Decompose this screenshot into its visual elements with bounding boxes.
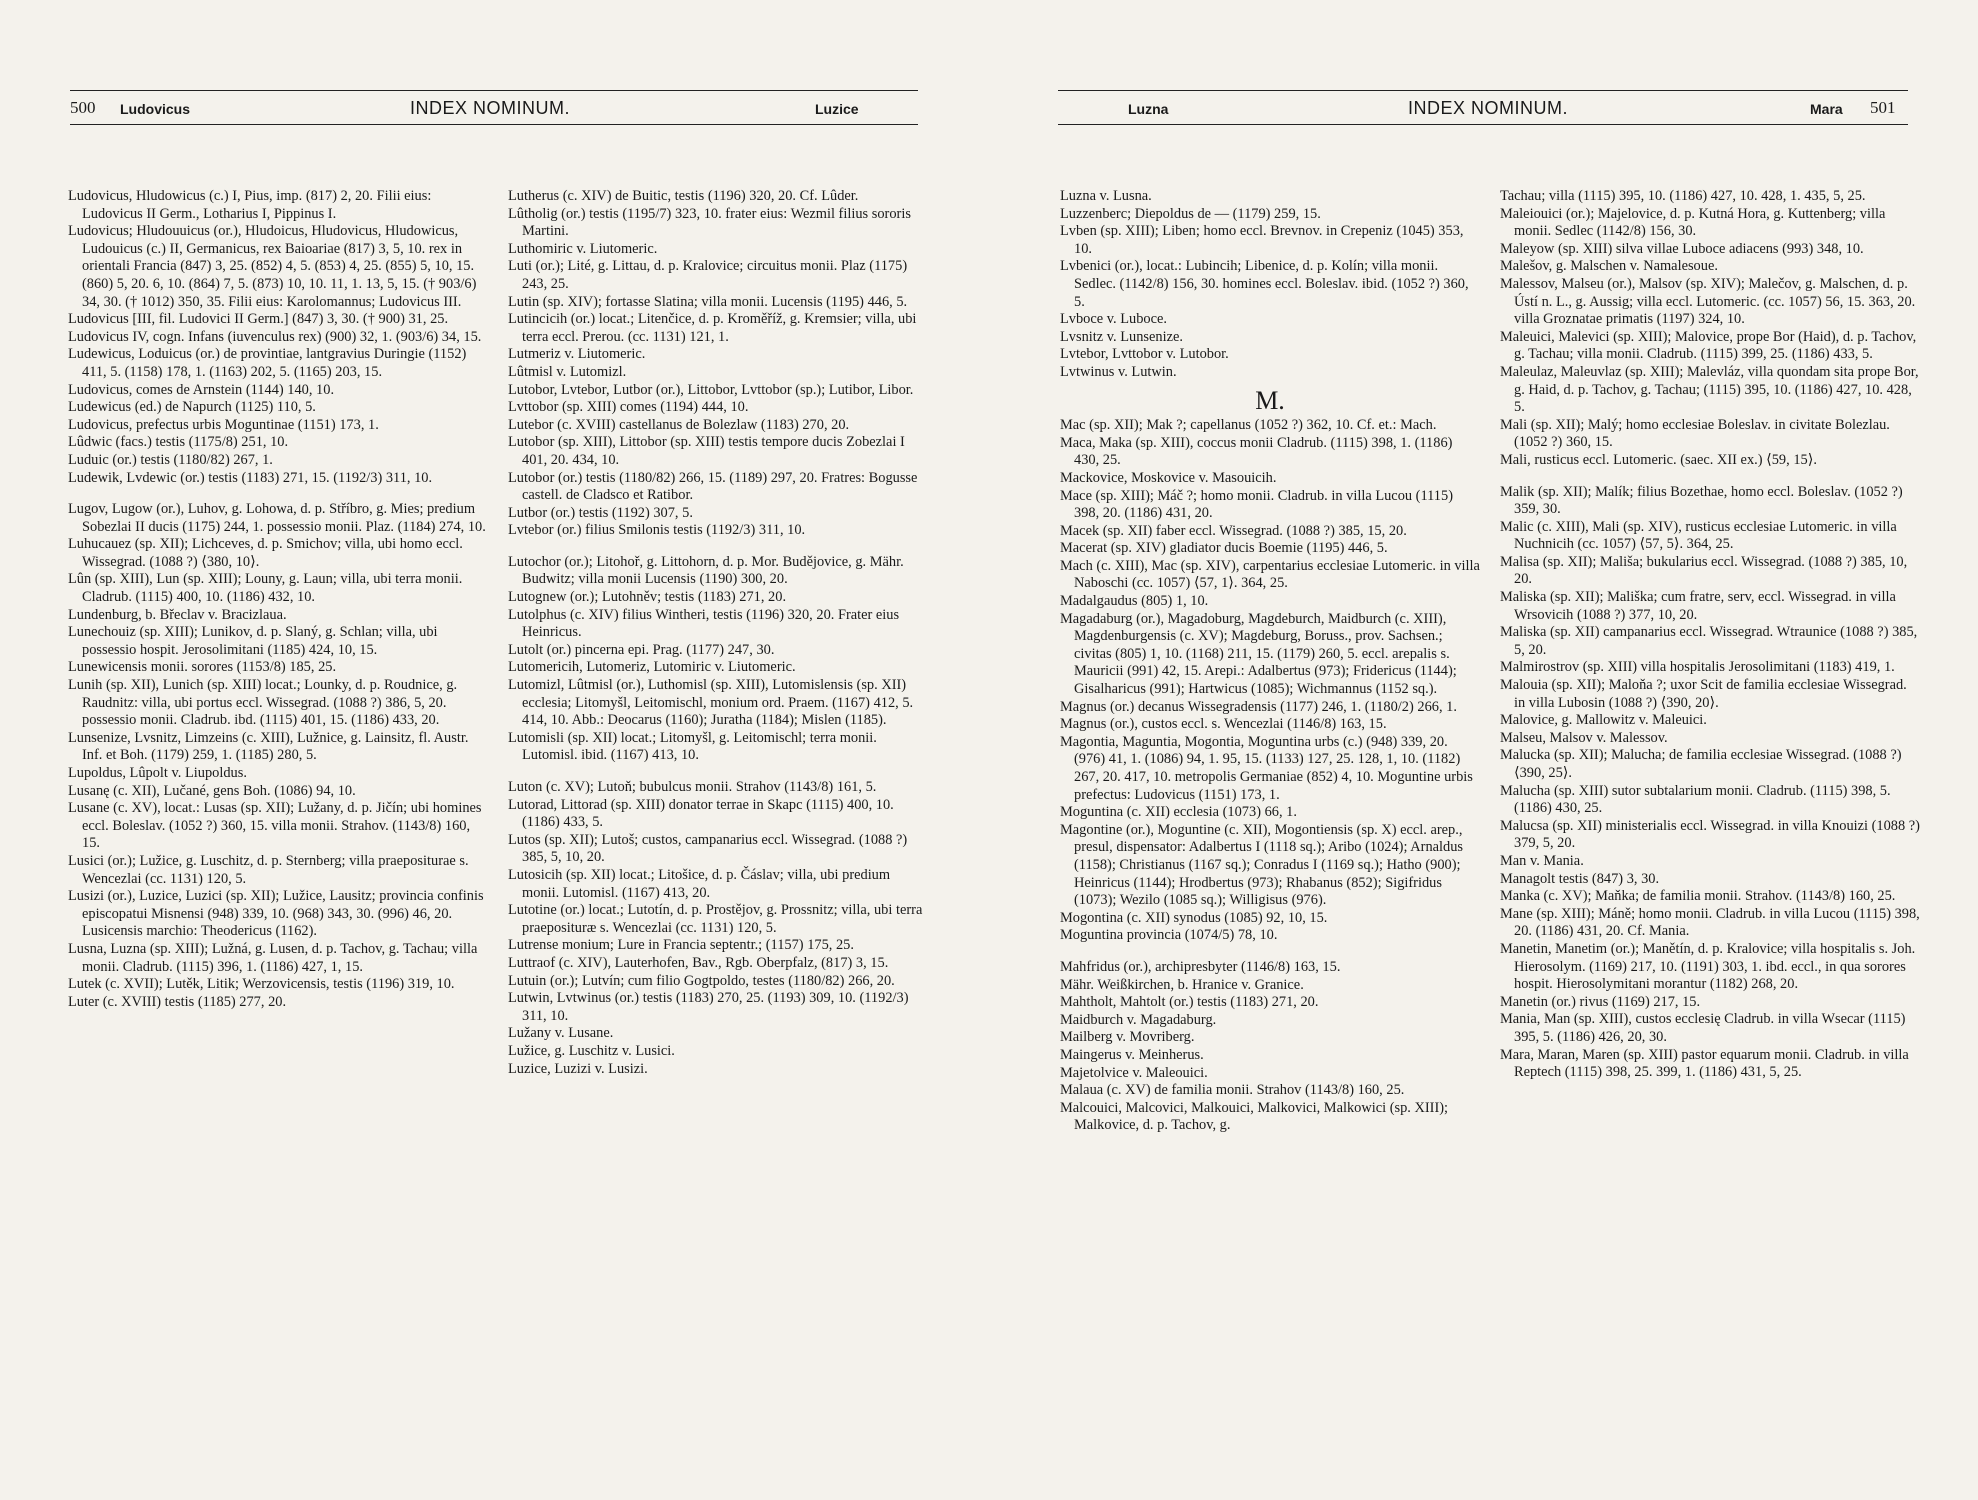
- index-entry: Malik (sp. XII); Malík; filius Bozethae, homo eccl. Boleslav. (1052 ?) 359, 30.: [1500, 483, 1903, 518]
- index-entry: Manka (c. XV); Maňka; de familia monii. Strahov. (1143/8) 160, 25.: [1500, 888, 1896, 905]
- index-entry: Lutomericih, Lutomeriz, Lutomiric v. Liutomeric.: [508, 659, 796, 676]
- index-entry: Magnus (or.), custos eccl. s. Wencezlai (1146/8) 163, 15.: [1060, 716, 1387, 733]
- index-entry: Mahfridus (or.), archipresbyter (1146/8) 163, 15.: [1060, 958, 1341, 975]
- index-entry: Luton (c. XV); Lutoň; bubulcus monii. Strahov (1143/8) 161, 5.: [508, 779, 877, 795]
- index-entry: Luttraof (c. XIV), Lauterhofen, Bav., Rgb. Oberpfalz, (817) 3, 15.: [508, 954, 889, 971]
- index-entry: Malovice, g. Mallowitz v. Maleuici.: [1500, 712, 1707, 729]
- right-page: [1000, 0, 1978, 1500]
- index-entry: Maleulaz, Maleuvlaz (sp. XIII); Malevláz, villa quondam sita prope Bor, g. Haid, d. p. Tachov, g. Tachau; (1115) 395, 10. (1186) 427, 10. 428, 5.: [1500, 363, 1919, 416]
- header-title: INDEX NOMINUM.: [1408, 98, 1568, 118]
- index-entry: Man v. Mania.: [1500, 852, 1584, 869]
- header-rule-top: [70, 90, 918, 91]
- index-entry: Lutincicih (or.) locat.; Litenčice, d. p. Kroměříž, g. Kremsier; villa, ubi terra eccl. Prerou. (cc. 1131) 121, 1.: [508, 311, 917, 345]
- index-entry: Ludovicus, comes de Arnstein (1144) 140, 10.: [68, 381, 335, 398]
- index-entry: Mach (c. XIII), Mac (sp. XIV), carpentarius ecclesiae Lutomeric. in villa Naboschi (cc. 1057) ⟨57, 1⟩. 364, 25.: [1060, 557, 1480, 592]
- index-entry: Luduic (or.) testis (1180/82) 267, 1.: [68, 451, 273, 468]
- left-column-2: [508, 188, 928, 1078]
- header-rule-bottom: [70, 124, 918, 125]
- index-entry: Lutobor, Lvtebor, Lutbor (or.), Littobor, Lvttobor (sp.); Lutibor, Libor.: [508, 381, 914, 398]
- index-entry: Mackovice, Moskovice v. Masouicih.: [1060, 469, 1277, 486]
- index-entry: Lutochor (or.); Litohoř, g. Littohorn, d. p. Mor. Budějovice, g. Mähr. Budwitz; villa monii Lucensis (1190) 300, 20.: [508, 553, 904, 588]
- index-entry: Lutek (c. XVII); Lutěk, Litik; Werzovicensis, testis (1196) 319, 10.: [68, 976, 455, 993]
- index-entry: Malucha (sp. XIII) sutor subtalarium monii. Cladrub. (1115) 398, 5. (1186) 430, 25.: [1500, 782, 1891, 817]
- index-entry: Magnus (or.) decanus Wissegradensis (1177) 246, 1. (1180/2) 266, 1.: [1060, 698, 1457, 715]
- index-entry: Lusanę (c. XII), Lučané, gens Boh. (1086) 94, 10.: [68, 782, 356, 799]
- index-entry: Lutobor (or.) testis (1180/82) 266, 15. (1189) 297, 20. Fratres: Bogusse castell. de Cladsco et Ratibor.: [508, 469, 918, 504]
- page-number: 501: [1870, 98, 1896, 117]
- index-entry: Malešov, g. Malschen v. Namalesoue.: [1500, 258, 1718, 275]
- index-entry: Magontine (or.), Moguntine (c. XII), Mogontiensis (sp. X) eccl. arep., presul, dispensator: Adalbertus I (1118 sq.); Aribo (1024); Arnaldus (1158); Christianus (1167 sq.); Conradus I (1169 sq.); Hatho (900); Heinricus (1144); Hrodbertus (973); Rhabanus (852); Sigifridus (1073); Wezilo (1085 sq.); Willigisus (976).: [1060, 821, 1464, 909]
- header-right-keyword: Luzice: [815, 101, 859, 117]
- header-left-keyword: Luzna: [1128, 101, 1169, 117]
- index-entry: Lutwin, Lvtwinus (or.) testis (1183) 270, 25. (1193) 309, 10. (1192/3) 311, 10.: [508, 990, 909, 1024]
- index-entry: Lvtwinus v. Lutwin.: [1060, 363, 1177, 380]
- index-entry: Majetolvice v. Maleouici.: [1060, 1064, 1208, 1081]
- index-entry: Mane (sp. XIII); Máně; homo monii. Cladrub. in villa Lucou (1115) 398, 20. (1186) 431, 20. Cf. Mania.: [1500, 905, 1920, 940]
- index-entry: Luter (c. XVIII) testis (1185) 277, 20.: [68, 993, 287, 1010]
- header-title: INDEX NOMINUM.: [410, 98, 570, 118]
- index-entry: Maleuici, Malevici (sp. XIII); Malovice, prope Bor (Haid), d. p. Tachov, g. Tachau; villa monii. Cladrub. (1115) 399, 25. (1186) 433, 5.: [1500, 328, 1917, 363]
- index-entry: Luzzenberc; Diepoldus de — (1179) 259, 15.: [1060, 205, 1321, 222]
- index-entry: Mali (sp. XII); Malý; homo ecclesiae Boleslav. in civitate Bolezlau. (1052 ?) 360, 15.: [1500, 416, 1890, 451]
- index-entry: Maleiouici (or.); Majelovice, d. p. Kutná Hora, g. Kuttenberg; villa monii. Sedlec (1142/8) 156, 30.: [1500, 205, 1886, 240]
- index-entry: Lutolphus (c. XIV) filius Wintheri, testis (1196) 320, 20. Frater eius Heinricus.: [508, 606, 900, 641]
- index-entry: Lupoldus, Lûpolt v. Liupoldus.: [68, 765, 247, 781]
- right-page-header: [1058, 98, 1908, 122]
- index-entry: Lutuin (or.); Lutvín; cum filio Gogtpoldo, testes (1180/82) 266, 20.: [508, 972, 895, 989]
- index-entry: Lûtholig (or.) testis (1195/7) 323, 10. frater eius: Wezmil filius sororis Martini.: [508, 205, 911, 240]
- index-entry: Malouia (sp. XII); Maloňa ?; uxor Scit de familia ecclesiae Wissegrad. in villa Lubosin (1088 ?) ⟨390, 20⟩.: [1500, 677, 1907, 711]
- index-entry: Ludovicus [III, fil. Ludovici II Germ.] (847) 3, 30. († 900) 31, 25.: [68, 311, 449, 328]
- header-rule-bottom: [1058, 124, 1908, 125]
- index-entry: Lutherus (c. XIV) de Buitic, testis (1196) 320, 20. Cf. Lûder.: [508, 188, 859, 204]
- index-entry: Luzice, Luzizi v. Lusizi.: [508, 1060, 648, 1077]
- index-entry: Mailberg v. Movriberg.: [1060, 1029, 1195, 1046]
- index-entry: Maleyow (sp. XIII) silva villae Luboce adiacens (993) 348, 10.: [1500, 240, 1864, 257]
- index-entry: Lvboce v. Luboce.: [1060, 311, 1167, 328]
- left-page-header: [70, 98, 918, 122]
- header-rule-top: [1058, 90, 1908, 91]
- index-entry: Ludewicus, Loduicus (or.) de provintiae, lantgravius Duringie (1152) 411, 5. (1158) 178, 1. (1163) 202, 5. (1165) 203, 15.: [68, 346, 467, 380]
- index-entry: Lusna, Luzna (sp. XIII); Lužná, g. Lusen, d. p. Tachov, g. Tachau; villa monii. Cladrub. (1115) 396, 1. (1186) 427, 1, 15.: [68, 940, 478, 975]
- index-entry: Lutin (sp. XIV); fortasse Slatina; villa monii. Lucensis (1195) 446, 5.: [508, 293, 908, 310]
- header-right-keyword: Mara: [1810, 101, 1843, 117]
- index-entry: Lvtebor, Lvttobor v. Lutobor.: [1060, 346, 1229, 363]
- index-entry: Manetin, Manetim (or.); Manětín, d. p. Kralovice; villa hospitalis s. Joh. Hierosolym. (1169) 217, 10. (1191) 303, 1. ibd. eccl., in qua sorores hospit. Hierosolymitani morantur (1182) 268, 20.: [1500, 940, 1916, 993]
- index-entry: Lužany v. Lusane.: [508, 1025, 614, 1042]
- page-number: 500: [70, 98, 96, 117]
- index-entry: Maliska (sp. XII) campanarius eccl. Wissegrad. Wtraunice (1088 ?) 385, 5, 20.: [1500, 624, 1918, 658]
- index-entry: Lutrense monium; Lure in Francia septentr.; (1157) 175, 25.: [508, 937, 854, 954]
- index-entry: Lundenburg, b. Břeclav v. Bracizlaua.: [68, 606, 287, 623]
- index-entry: Madalgaudus (805) 1, 10.: [1060, 593, 1209, 610]
- index-entry: Mogontina (c. XII) synodus (1085) 92, 10, 15.: [1060, 909, 1328, 926]
- index-entry: Lunewicensis monii. sorores (1153/8) 185, 25.: [68, 659, 337, 676]
- index-entry: Ludovicus IV, cogn. Infans (iuvenculus rex) (900) 32, 1. (903/6) 34, 15.: [68, 328, 482, 345]
- right-column-1: [1060, 188, 1480, 1135]
- index-entry: Lvtebor (or.) filius Smilonis testis (1192/3) 311, 10.: [508, 522, 806, 539]
- index-entry: Lutos (sp. XII); Lutoš; custos, campanarius eccl. Wissegrad. (1088 ?) 385, 5, 10, 20.: [508, 831, 908, 866]
- index-entry: Ludewicus (ed.) de Napurch (1125) 110, 5.: [68, 399, 316, 416]
- index-entry: Maca, Maka (sp. XIII), coccus monii Cladrub. (1115) 398, 1. (1186) 430, 25.: [1060, 434, 1453, 469]
- index-entry: Lutosicih (sp. XII) locat.; Litošice, d. p. Čáslav; villa, ubi predium monii. Lutomisl. (1167) 413, 20.: [508, 866, 891, 901]
- index-entry: Lusane (c. XV), locat.: Lusas (sp. XII); Lužany, d. p. Jičín; ubi homines eccl. Boleslav. (1052 ?) 360, 15. villa monii. Strahov. (1143/8) 160, 15.: [68, 800, 482, 852]
- left-page: [0, 0, 980, 1500]
- index-entry: Lutognew (or.); Lutohněv; testis (1183) 271, 20.: [508, 589, 787, 606]
- index-entry: Lûdwic (facs.) testis (1175/8) 251, 10.: [68, 434, 289, 451]
- index-entry: Lûtmisl v. Lutomizl.: [508, 363, 627, 380]
- index-entry: Manetin (or.) rivus (1169) 217, 15.: [1500, 993, 1701, 1010]
- index-entry: Malcouici, Malcovici, Malkouici, Malkovici, Malkowici (sp. XIII); Malkovice, d. p. Tachov, g.: [1060, 1099, 1449, 1134]
- index-entry: Malmirostrov (sp. XIII) villa hospitalis Jerosolimitani (1183) 419, 1.: [1500, 659, 1895, 676]
- index-entry: Lusici (or.); Lužice, g. Luschitz, d. p. Sternberg; villa praepositurae s. Wencezlai (cc. 1131) 120, 5.: [68, 852, 469, 887]
- index-entry: Moguntina (c. XII) ecclesia (1073) 66, 1.: [1060, 804, 1297, 821]
- index-entry: Ludovicus, prefectus urbis Moguntinae (1151) 173, 1.: [68, 416, 379, 433]
- index-entry: Lugov, Lugow (or.), Luhov, g. Lohowa, d. p. Stříbro, g. Mies; predium Sobezlai II ducis (1175) 244, 1. possessio monii. Plaz. (1184) 274, 10.: [68, 501, 486, 535]
- index-entry: Malucka (sp. XII); Malucha; de familia ecclesiae Wissegrad. (1088 ?) ⟨390, 25⟩.: [1500, 747, 1902, 781]
- index-entry: Maliska (sp. XII); Mališka; cum fratre, serv, eccl. Wissegrad. in villa Wrsovicih (1088 ?) 377, 10, 20.: [1500, 589, 1896, 623]
- index-entry: Lužice, g. Luschitz v. Lusici.: [508, 1042, 675, 1059]
- index-entry: Mahtholt, Mahtolt (or.) testis (1183) 271, 20.: [1060, 994, 1319, 1011]
- right-column-2: [1500, 188, 1920, 1082]
- index-entry: Malic (c. XIII), Mali (sp. XIV), rusticus ecclesiae Lutomeric. in villa Nuchnicih (cc. 1057) ⟨57, 5⟩. 364, 25.: [1500, 518, 1897, 553]
- index-entry: Luthomiric v. Liutomeric.: [508, 240, 658, 257]
- index-entry: Lutorad, Littorad (sp. XIII) donator terrae in Skapc (1115) 400, 10. (1186) 433, 5.: [508, 796, 894, 831]
- index-entry: Luzna v. Lusna.: [1060, 188, 1152, 204]
- index-entry: Luhucauez (sp. XII); Lichceves, d. p. Smichov; villa, ubi homo eccl. Wissegrad. (1088 ?) ⟨380, 10⟩.: [68, 536, 463, 570]
- left-column-1: [68, 188, 488, 1011]
- section-letter: M.: [1255, 385, 1285, 415]
- index-entry: Mac (sp. XII); Mak ?; capellanus (1052 ?) 362, 10. Cf. et.: Mach.: [1060, 417, 1437, 434]
- index-entry: Lvttobor (sp. XIII) comes (1194) 444, 10.: [508, 399, 749, 416]
- index-entry: Ludovicus; Hludouuicus (or.), Hludoicus, Hludovicus, Hludowicus, Ludouicus (c.) II, Germanicus, rex Baioariae (817) 3, 5, 10. rex in orientali Francia (847) 3, 25. (852) 4, 5. (853) 4, 25. (855) 5, 10, 15. (860) 5, 20. 6, 10. (864) 7, 5. (873) 10, 10. 11, 1. 13, 5, 15. († 903/6) 34, 30. († 1012) 350, 35. Filii eius: Karolomannus; Ludovicus III.: [68, 223, 477, 310]
- index-entry: Magontia, Maguntia, Mogontia, Moguntina urbs (c.) (948) 339, 20. (976) 41, 1. (1086) 94, 1. 95, 15. (1133) 127, 25. 128, 1, 10. (1182) 267, 20. 417, 10. metropolis Germaniae (852) 4, 10. Moguntine urbis prefectus: Ludovicus (1151) 173, 1.: [1060, 733, 1473, 803]
- index-entry: Lutomizl, Lûtmisl (or.), Luthomisl (sp. XIII), Lutomislensis (sp. XII) ecclesia; Litomyšl, Leitomischl, monium ord. Praem. (1167) 412, 5. 414, 10. Abb.: Deocarus (1160); Juratha (1184); Mislen (1185).: [508, 677, 914, 729]
- index-entry: Lutotine (or.) locat.; Lutotín, d. p. Prostějov, g. Prossnitz; villa, ubi terra praeposituræ s. Wencezlai (cc. 1131) 120, 5.: [508, 902, 923, 936]
- index-entry: Mali, rusticus eccl. Lutomeric. (saec. XII ex.) ⟨59, 15⟩.: [1500, 451, 1817, 468]
- index-entry: Ludovicus, Hludowicus (c.) I, Pius, imp. (817) 2, 20. Filii eius: Ludovicus II Germ., Lotharius I, Pippinus I.: [68, 188, 432, 222]
- index-entry: Maidburch v. Magadaburg.: [1060, 1011, 1217, 1028]
- index-entry: Lvbenici (or.), locat.: Lubincih; Libenice, d. p. Kolín; villa monii. Sedlec. (1142/8) 156, 30. homines eccl. Boleslav. ibid. (1052 ?) 360, 5.: [1060, 258, 1469, 310]
- index-entry: Mara, Maran, Maren (sp. XIII) pastor equarum monii. Cladrub. in villa Reptech (1115) 398, 25. 399, 1. (1186) 431, 5, 25.: [1500, 1046, 1909, 1081]
- index-entry: Lvben (sp. XIII); Liben; homo eccl. Brevnov. in Crepeniz (1045) 353, 10.: [1060, 223, 1464, 257]
- index-entry: Malucsa (sp. XII) ministerialis eccl. Wissegrad. in villa Knouizi (1088 ?) 379, 5, 20.: [1500, 817, 1920, 852]
- index-entry: Mace (sp. XIII); Máč ?; homo monii. Cladrub. in villa Lucou (1115) 398, 20. (1186) 431, 20.: [1060, 487, 1453, 522]
- index-entry: Mania, Man (sp. XIII), custos ecclesię Cladrub. in villa Wsecar (1115) 395, 5. (1186) 426, 20, 30.: [1500, 1011, 1906, 1045]
- index-entry: Lvsnitz v. Lunsenize.: [1060, 328, 1183, 345]
- index-entry: Malaua (c. XV) de familia monii. Strahov (1143/8) 160, 25.: [1060, 1082, 1405, 1099]
- index-entry: Lutolt (or.) pincerna epi. Prag. (1177) 247, 30.: [508, 641, 775, 658]
- index-entry: Managolt testis (847) 3, 30.: [1500, 870, 1660, 887]
- index-entry: Lutobor (sp. XIII), Littobor (sp. XIII) testis tempore ducis Zobezlai I 401, 20. 434, 10.: [508, 434, 905, 468]
- index-entry: Malisa (sp. XII); Mališa; bukularius eccl. Wissegrad. (1088 ?) 385, 10, 20.: [1500, 553, 1908, 588]
- index-entry: Lunechouiz (sp. XIII); Lunikov, d. p. Slaný, g. Schlan; villa, ubi possessio hospit. Jerosolimitani (1185) 424, 10, 15.: [68, 624, 438, 658]
- index-entry: Lutomisli (sp. XII) locat.; Litomyšl, g. Leitomischl; terra monii. Lutomisl. ibid. (1167) 413, 10.: [508, 729, 877, 764]
- index-entry: Malseu, Malsov v. Malessov.: [1500, 729, 1668, 746]
- index-entry: Lutmeriz v. Liutomeric.: [508, 346, 646, 363]
- index-entry: Lunsenize, Lvsnitz, Limzeins (c. XIII), Lužnice, g. Lainsitz, fl. Austr. Inf. et Boh. (1179) 259, 1. (1185) 280, 5.: [68, 729, 469, 764]
- index-entry: Lusizi (or.), Luzice, Luzici (sp. XII); Lužice, Lausitz; provincia confinis episcopatui Misnensi (948) 339, 10. (968) 343, 30. (996) 46, 20. Lusicensis marchio: Theodericus (1162).: [68, 888, 484, 940]
- index-entry: Maingerus v. Meinherus.: [1060, 1046, 1204, 1063]
- index-entry: Lutbor (or.) testis (1192) 307, 5.: [508, 504, 693, 521]
- index-entry: Lunih (sp. XII), Lunich (sp. XIII) locat.; Lounky, d. p. Roudnice, g. Raudnitz: villa, ubi portus eccl. Wissegrad. (1088 ?) 386, 5, 20. possessio monii. Cladrub. ibd. (1115) 401, 15. (1186) 433, 20.: [68, 677, 458, 729]
- index-entry: Luti (or.); Lité, g. Littau, d. p. Kralovice; circuitus monii. Plaz (1175) 243, 25.: [508, 258, 908, 292]
- index-entry: Macek (sp. XII) faber eccl. Wissegrad. (1088 ?) 385, 15, 20.: [1060, 522, 1407, 539]
- index-entry: Mähr. Weißkirchen, b. Hranice v. Granice.: [1060, 976, 1304, 993]
- header-left-keyword: Ludovicus: [120, 101, 191, 117]
- index-entry: Macerat (sp. XIV) gladiator ducis Boemie (1195) 446, 5.: [1060, 540, 1388, 557]
- index-entry: Tachau; villa (1115) 395, 10. (1186) 427, 10. 428, 1. 435, 5, 25.: [1500, 188, 1866, 204]
- index-entry: Lutebor (c. XVIII) castellanus de Bolezlaw (1183) 270, 20.: [508, 416, 850, 433]
- index-entry: Ludewik, Lvdewic (or.) testis (1183) 271, 15. (1192/3) 311, 10.: [68, 469, 433, 486]
- index-entry: Malessov, Malseu (or.), Malsov (sp. XIV); Malečov, g. Malschen, d. p. Ústí n. L., g. Aussig; villa eccl. Lutomeric. (cc. 1057) 56, 15. 363, 20. villa Groznatae primatis (1197) 324, 10.: [1500, 275, 1916, 328]
- index-entry: Lûn (sp. XIII), Lun (sp. XIII); Louny, g. Laun; villa, ubi terra monii. Cladrub. (1115) 400, 10. (1186) 432, 10.: [68, 571, 463, 606]
- index-entry: Magadaburg (or.), Magadoburg, Magdeburch, Maidburch (c. XIII), Magdenburgensis (c. XV); Magdeburg, Boruss., prov. Sachsen.; civitas (805) 1, 10. (1168) 211, 15. (1179) 260, 5. eccl. arepalis s. Mauricii (991) 42, 15. Arepi.: Adalbertus (973); Fridericus (1144); Gisalharicus (991); Hartwicus (1085); Wichmannus (1152 sq.).: [1060, 610, 1457, 698]
- index-entry: Moguntina provincia (1074/5) 78, 10.: [1060, 927, 1278, 944]
